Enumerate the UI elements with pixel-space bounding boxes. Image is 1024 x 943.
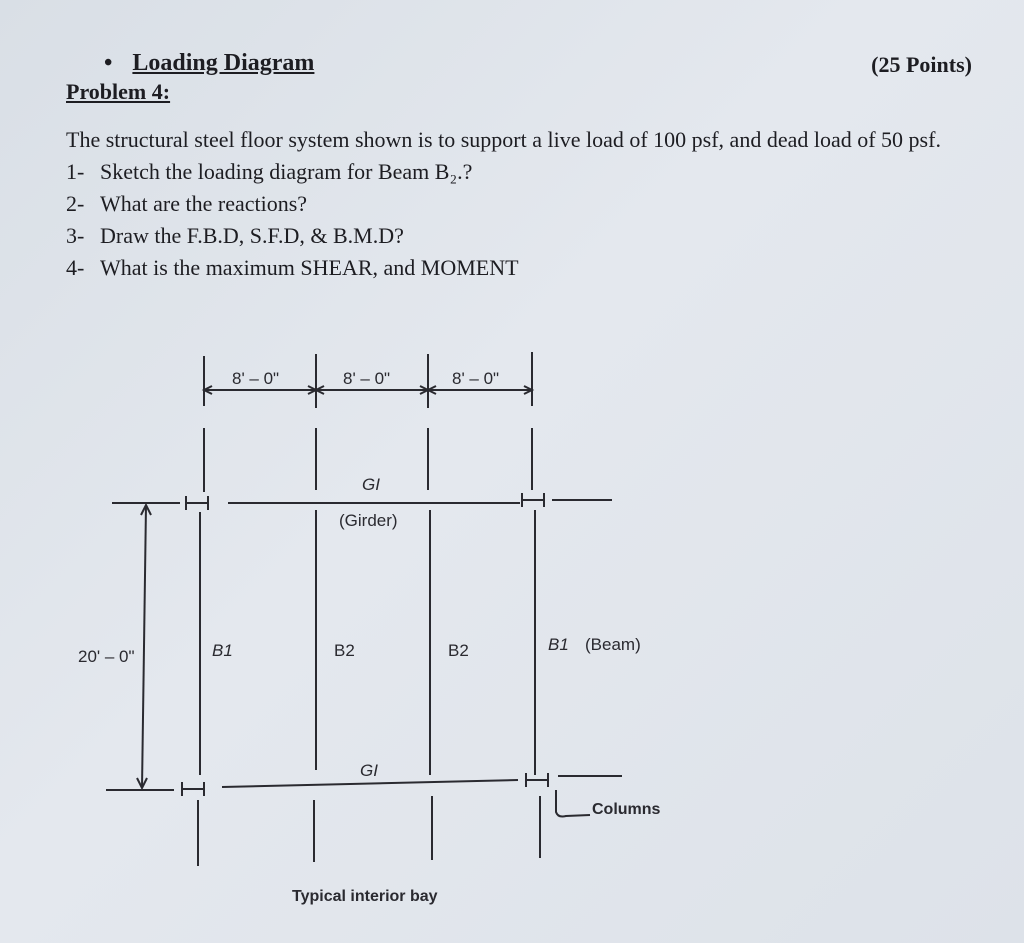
points-label: (25 Points): [871, 52, 972, 77]
problem-label: Problem 4:: [66, 79, 171, 104]
intro-text: The structural steel floor system shown is to support a live load of 100 psf, and dead load of 50 psf.: [66, 127, 941, 152]
height-label: 20' – 0": [78, 647, 135, 666]
beam-label: B1: [212, 641, 233, 660]
beam-label: B2: [448, 641, 469, 660]
question-item: 3- Draw the F.B.D, S.F.D, & B.M.D?: [66, 223, 404, 248]
span-label: 8' – 0": [452, 369, 500, 388]
girder-bottom: [222, 780, 518, 787]
diagram-caption: Typical interior bay: [292, 888, 438, 905]
girder-bottom-label: GI: [360, 761, 378, 780]
beam-label: B1: [548, 635, 569, 654]
span-label: 8' – 0": [232, 369, 280, 388]
columns-label: Columns: [592, 801, 661, 818]
beam-label: B2: [334, 641, 355, 660]
section-title: Loading Diagram: [132, 50, 315, 76]
beam-desc: (Beam): [585, 635, 641, 654]
bullet-icon: •: [104, 50, 113, 76]
girder-top-label: GI: [362, 475, 380, 494]
columns-leader: [556, 790, 590, 817]
height-dimension-line: [142, 505, 146, 788]
question-item: 1- Sketch the loading diagram for Beam B₂.?: [66, 159, 473, 184]
girder-top-desc: (Girder): [339, 511, 398, 530]
question-item: 2- What are the reactions?: [66, 191, 308, 216]
question-item: 4- What is the maximum SHEAR, and MOMENT: [66, 255, 519, 280]
span-label: 8' – 0": [343, 369, 391, 388]
